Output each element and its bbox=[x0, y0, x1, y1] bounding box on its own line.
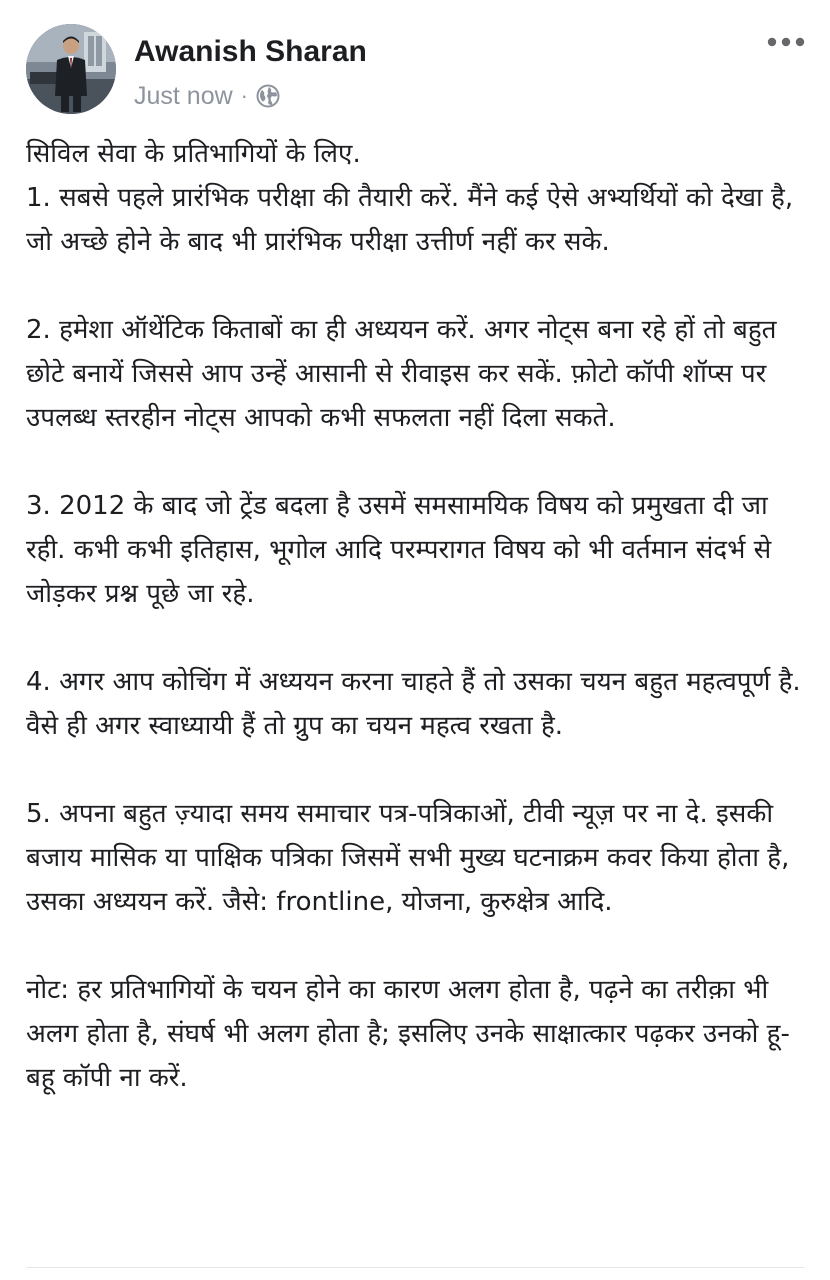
post-paragraph-2: 2. हमेशा ऑथेंटिक किताबों का ही अध्ययन करें. अगर नोट्स बना रहे हों तो बहुत छोटे बनायें जिससे आप उन्हें आसानी से रीवाइस कर सकें. फ़ोटो कॉपी शॉप्स पर उपलब्ध स्तरहीन नोट्स आपको कभी सफलता नहीं दिला सकते. bbox=[26, 315, 777, 433]
globe-icon[interactable] bbox=[256, 84, 280, 108]
post-paragraph-4: 4. अगर आप कोचिंग में अध्ययन करना चाहते हैं तो उसका चयन बहुत महत्वपूर्ण है. वैसे ही अगर स्वाध्यायी हैं तो ग्रुप का चयन महत्व रखता है. bbox=[26, 667, 801, 741]
post-text bbox=[26, 132, 811, 1100]
post-paragraph-1: 1. सबसे पहले प्रारंभिक परीक्षा की तैयारी करें. मैंने कई ऐसे अभ्यर्थियों को देखा है, जो अच्छे होने के बाद भी प्रारंभिक परीक्षा उत्तीर्ण नहीं कर सके. bbox=[26, 183, 794, 257]
post-divider bbox=[26, 1267, 804, 1268]
post-paragraph-3: 3. 2012 के बाद जो ट्रेंड बदला है उसमें समसामयिक विषय को प्रमुखता दी जा रही. कभी कभी इतिहास, भूगोल आदि परम्परागत विषय को भी वर्तमान संदर्भ से जोड़कर प्रश्न पूछे जा रहे. bbox=[26, 491, 772, 609]
post-timestamp[interactable]: Just now bbox=[134, 81, 233, 110]
post-paragraph-5: 5. अपना बहुत ज़्यादा समय समाचार पत्र-पत्रिकाओं, टीवी न्यूज़ पर ना दे. इसकी बजाय मासिक या पाक्षिक पत्रिका जिसमें सभी मुख्य घटनाक्रम कवर किया होता है, उसका अध्ययन करें. जैसे: frontline, योजना, कुरुक्षेत्र आदि. bbox=[26, 799, 790, 917]
post-paragraph-note: नोट: हर प्रतिभागियों के चयन होने का कारण अलग होता है, पढ़ने का तरीक़ा भी अलग होता है, संघर्ष भी अलग होता है; इसलिए उनके साक्षात्कार पढ़कर उनको हू-बहू कॉपी ना करें. bbox=[26, 975, 790, 1093]
more-options-icon[interactable] bbox=[766, 32, 806, 52]
post-header bbox=[26, 24, 806, 116]
author-name[interactable]: Awanish Sharan bbox=[134, 35, 367, 68]
avatar-photo-icon bbox=[26, 24, 116, 114]
post-meta bbox=[134, 80, 280, 112]
post-paragraph-intro: सिविल सेवा के प्रतिभागियों के लिए. bbox=[26, 139, 361, 169]
author-avatar[interactable] bbox=[26, 24, 116, 114]
meta-separator: · bbox=[240, 83, 248, 108]
